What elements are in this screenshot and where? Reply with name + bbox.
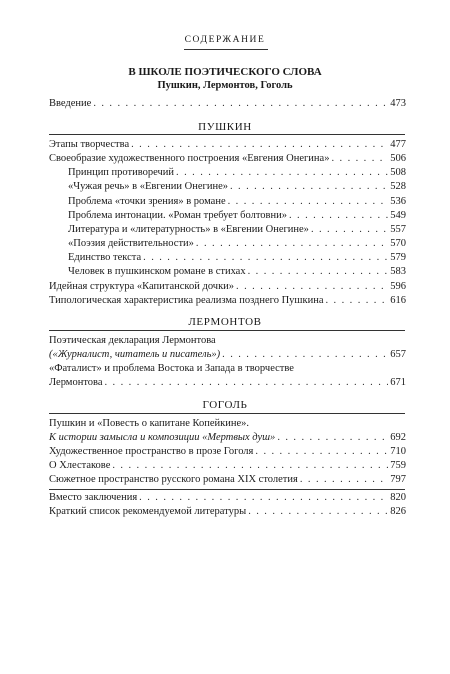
entry-title: Единство текста [68,252,142,263]
page-number: 557 [390,224,406,235]
dot-leader [236,280,388,294]
dot-leader [139,491,388,505]
toc-entry[interactable] [49,459,406,473]
entry-title: Идейная структура «Капитанской дочки» [49,281,235,292]
toc-subentry[interactable] [68,180,406,194]
header-rule [184,49,268,50]
section-rule [49,134,405,135]
dot-leader [255,445,388,459]
toc-entry-line2[interactable] [49,348,406,362]
section-rule [49,489,405,490]
dot-leader [311,223,388,237]
page-number: 508 [390,167,406,178]
dot-leader [277,431,388,445]
page-number: 506 [390,153,406,164]
book-subtitle: Пушкин, Лермонтов, Гоголь [157,80,293,91]
toc-subentry[interactable] [68,209,406,223]
page-number: 596 [390,281,406,292]
entry-title: «Фаталист» и проблема Востока и Запада в творчестве [49,363,294,374]
page-number: 583 [390,266,406,277]
entry-title: Этапы творчества [49,139,130,150]
section-heading-gogol: ГОГОЛЬ [202,399,248,411]
dot-leader [248,265,389,279]
toc-entry-intro[interactable] [49,97,406,111]
entry-title-continued: К истории замысла и композиции «Мертвых душ» [49,432,276,443]
page-number: 616 [390,295,406,306]
toc-subentry[interactable] [68,195,406,209]
entry-title: Литература и «литературность» в «Евгении Онегине» [68,224,309,235]
page-number: 473 [390,98,406,109]
dot-leader [228,195,389,209]
entry-title: «Поэзия действительности» [68,238,194,249]
page-number: 528 [390,181,406,192]
page-number: 671 [390,377,406,388]
section-rule [49,330,405,331]
entry-title: Сюжетное пространство русского романа XIX столетия [49,474,298,485]
dot-leader [230,180,388,194]
dot-leader [93,97,388,111]
dot-leader [196,237,388,251]
book-title: В ШКОЛЕ ПОЭТИЧЕСКОГО СЛОВА [128,66,322,78]
entry-title: Пушкин и «Повесть о капитане Копейкине». [49,418,250,429]
toc-entry-line2[interactable] [49,431,406,445]
entry-title: «Чужая речь» в «Евгении Онегине» [68,181,228,192]
section-heading-lermontov: ЛЕРМОНТОВ [188,316,262,328]
toc-entry-line1[interactable] [49,362,406,376]
section-heading-pushkin: ПУШКИН [198,121,252,133]
entry-title: Человек в пушкинском романе в стихах [68,266,246,277]
dot-leader [176,166,388,180]
dot-leader [289,209,388,223]
dot-leader [105,376,389,390]
toc-entry-line1[interactable] [49,334,406,348]
page-number: 710 [390,446,406,457]
toc-entry[interactable] [49,280,406,294]
section-rule [49,413,405,414]
page-number: 759 [390,460,406,471]
entry-title: Краткий список рекомендуемой литературы [49,506,247,517]
toc-subentry[interactable] [68,166,406,180]
page-number: 692 [390,432,406,443]
page-number: 579 [390,252,406,263]
toc-subentry[interactable] [68,237,406,251]
dot-leader [300,473,388,487]
page-number: 477 [390,139,406,150]
entry-title-continued: («Журналист, читатель и писатель») [49,349,221,360]
toc-entry-line2[interactable] [49,376,406,390]
toc-entry-conclusion[interactable] [49,491,406,505]
dot-leader [331,152,388,166]
toc-entry[interactable] [49,294,406,308]
dot-leader [112,459,388,473]
toc-subentry[interactable] [68,223,406,237]
entry-title-continued: Лермонтова [49,377,103,388]
dot-leader [143,251,388,265]
page-number: 570 [390,238,406,249]
page-number: 657 [390,349,406,360]
dot-leader [326,294,389,308]
page-number: 826 [390,506,406,517]
toc-subentry[interactable] [68,265,406,279]
toc-entry[interactable] [49,138,406,152]
entry-title: Поэтическая декларация Лермонтова [49,335,216,346]
entry-title: Проблема интонации. «Роман требует болтовни» [68,210,287,221]
page-number: 549 [390,210,406,221]
toc-entry-line1[interactable] [49,417,406,431]
entry-title: Проблема «точки зрения» в романе [68,196,226,207]
entry-title: Своеобразие художественного построения «Евгения Онегина» [49,153,330,164]
dot-leader [222,348,388,362]
entry-title: О Хлестакове [49,460,111,471]
entry-title: Вместо заключения [49,492,138,503]
toc-entry[interactable] [49,473,406,487]
running-header: СОДЕРЖАНИЕ [184,35,266,45]
entry-title: Принцип противоречий [68,167,175,178]
toc-entry-bibliography[interactable] [49,505,406,519]
toc-entry[interactable] [49,152,406,166]
dot-leader [248,505,388,519]
toc-entry[interactable] [49,445,406,459]
entry-title: Типологическая характеристика реализма позднего Пушкина [49,295,324,306]
page-number: 820 [390,492,406,503]
page-number: 797 [390,474,406,485]
entry-title: Введение [49,98,92,109]
dot-leader [131,138,388,152]
toc-subentry[interactable] [68,251,406,265]
page-number: 536 [390,196,406,207]
entry-title: Художественное пространство в прозе Гоголя [49,446,254,457]
